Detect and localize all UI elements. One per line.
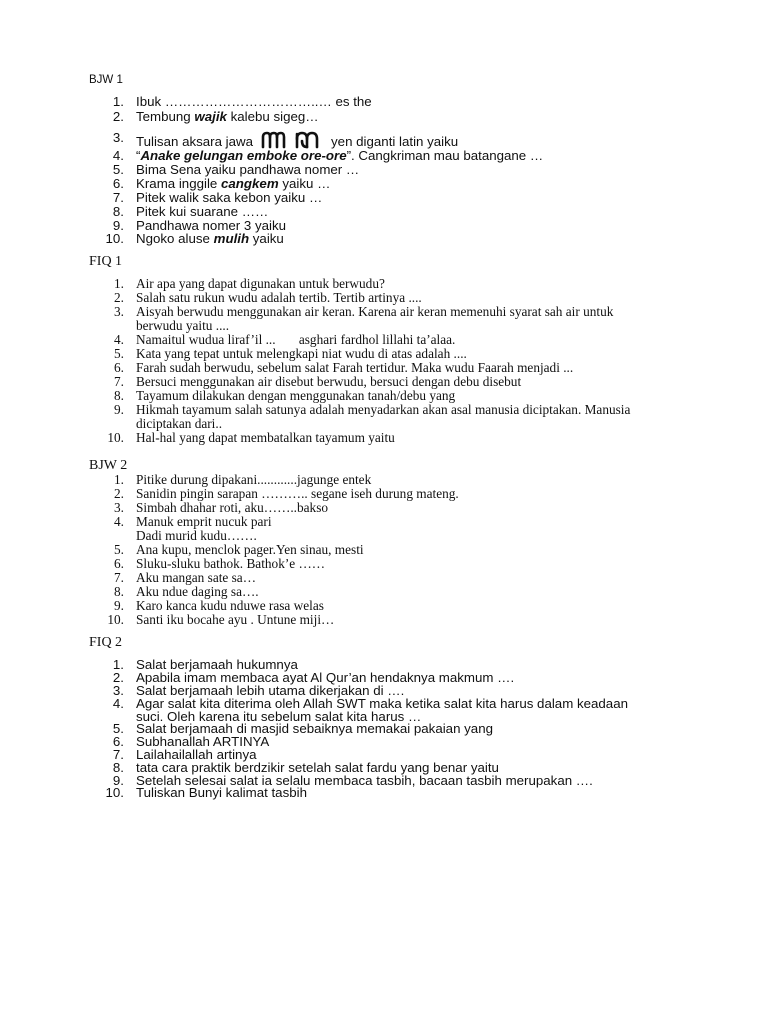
question-text: Ibuk ……………………………..… es the: [136, 94, 372, 109]
section-heading-fiq1: FIQ 1: [89, 254, 123, 269]
question-text: Krama inggile cangkem yaiku …: [136, 176, 331, 191]
question-number: 9.: [112, 773, 124, 788]
question-text-continued: suci. Oleh karena itu sebelum salat kita harus …: [136, 709, 422, 724]
question-number: 7.: [114, 570, 124, 585]
question-text: Pitike durung dipakani............jagunge entek: [136, 472, 372, 487]
question-text: Air apa yang dapat digunakan untuk berwudu?: [136, 276, 385, 291]
question-text: Namaitul wudua liraf’il ... asghari fardhol lillahi ta’alaa.: [136, 332, 456, 347]
question-number: 1.: [114, 472, 124, 487]
question-number: 5.: [114, 346, 124, 361]
question-text: Ngoko aluse mulih yaiku: [136, 231, 284, 246]
emphasis-word: wajik: [194, 109, 227, 124]
question-text: Simbah dhahar roti, aku……..bakso: [136, 500, 329, 515]
question-number: 10.: [105, 231, 124, 246]
question-text: Pitek kui suarane ……: [136, 204, 269, 219]
question-text: Hikmah tayamum salah satunya adalah menyadarkan akan asal manusia diciptakan. Manusia diciptakan dari..: [136, 402, 631, 431]
section-heading-bjw2: BJW 2: [89, 458, 128, 473]
question-text: Aku mangan sate sa…: [136, 570, 257, 585]
section-heading-bjw1: BJW 1: [89, 74, 123, 86]
question-text: Salat berjamaah lebih utama dikerjakan di ….: [136, 683, 405, 698]
question-text: Apabila imam membaca ayat Al Qur’an hendaknya makmum ….: [136, 670, 515, 685]
question-text: Bima Sena yaiku pandhawa nomer …: [136, 162, 360, 177]
question-number: 3.: [114, 500, 124, 515]
question-number: 10.: [107, 430, 124, 445]
question-number: 5.: [112, 162, 124, 177]
emphasis-phrase: Anake gelungan emboke ore-ore: [140, 148, 347, 163]
question-text: Setelah selesai salat ia selalu membaca tasbih, bacaan tasbih merupakan ….: [136, 773, 593, 788]
question-number: 10.: [105, 785, 124, 800]
question-text: Salah satu rukun wudu adalah tertib. Tertib artinya ....: [136, 290, 422, 305]
question-number: 8.: [112, 204, 124, 219]
question-text: Sanidin pingin sarapan ……….. segane iseh durung mateng.: [136, 486, 459, 501]
question-text: Salat berjamaah di masjid sebaiknya memakai pakaian yang: [136, 721, 493, 736]
question-text: Pandhawa nomer 3 yaiku: [136, 218, 287, 233]
question-number: 8.: [114, 388, 124, 403]
question-number: 6.: [112, 176, 124, 191]
question-number: 1.: [112, 94, 124, 109]
question-number: 5.: [112, 721, 124, 736]
question-text: Karo kanca kudu nduwe rasa welas: [136, 598, 324, 613]
question-number: 7.: [114, 374, 124, 389]
question-text: Pitek walik saka kebon yaiku …: [136, 190, 323, 205]
question-number: 4.: [112, 696, 124, 711]
question-text: Salat berjamaah hukumnya: [136, 657, 298, 672]
question-text-continued: Dadi murid kudu…….: [136, 528, 257, 543]
question-text: Bersuci menggunakan air disebut berwudu, bersuci dengan debu disebut: [136, 374, 522, 389]
question-number: 3.: [114, 304, 124, 319]
question-number: 8.: [112, 760, 124, 775]
question-text: Farah sudah berwudu, sebelum salat Farah tertidur. Maka wudu Faarah menjadi ...: [136, 360, 574, 375]
question-number: 2.: [112, 109, 124, 124]
question-text: Manuk emprit nucuk pari: [136, 514, 272, 529]
question-text: Tayamum dilakukan dengan menggunakan tanah/debu yang: [136, 388, 456, 403]
question-number: 2.: [114, 486, 124, 501]
question-number: 9.: [114, 402, 124, 417]
question-number: 9.: [114, 598, 124, 613]
question-text: Ana kupu, menclok pager.Yen sinau, mesti: [136, 542, 364, 557]
question-number: 1.: [114, 276, 124, 291]
question-number: 9.: [112, 218, 124, 233]
emphasis-word: cangkem: [221, 176, 279, 191]
question-text: Lailahailallah artinya: [136, 747, 257, 762]
question-text: Kata yang tepat untuk melengkapi niat wudu di atas adalah ....: [136, 346, 467, 361]
question-text: Agar salat kita diterima oleh Allah SWT maka ketika salat kita harus dalam keadaan: [136, 696, 628, 711]
question-number: 4.: [114, 514, 124, 529]
question-number: 10.: [107, 612, 124, 627]
emphasis-word: mulih: [213, 231, 250, 246]
question-number: 3.: [112, 130, 124, 145]
question-text: Tembung wajik kalebu sigeg…: [136, 109, 319, 124]
question-number: 4.: [114, 332, 124, 347]
question-text: Santi iku bocahe ayu . Untune miji…: [136, 612, 335, 627]
section-heading-fiq2: FIQ 2: [89, 635, 123, 650]
question-text: Hal-hal yang dapat membatalkan tayamum yaitu: [136, 430, 395, 445]
question-number: 8.: [114, 584, 124, 599]
question-text: Tuliskan Bunyi kalimat tasbih: [136, 785, 307, 800]
question-number: 6.: [114, 556, 124, 571]
question-number: 6.: [112, 734, 124, 749]
question-text: tata cara praktik berdzikir setelah salat fardu yang benar yaitu: [136, 760, 499, 775]
question-number: 7.: [112, 190, 124, 205]
question-number: 2.: [112, 670, 124, 685]
question-number: 4.: [112, 148, 124, 163]
question-number: 7.: [112, 747, 124, 762]
question-number: 3.: [112, 683, 124, 698]
question-number: 1.: [112, 657, 124, 672]
question-text: Sluku-sluku bathok. Bathok’e ……: [136, 556, 326, 571]
question-text: Tulisan aksara jawa yen diganti latin yaiku: [136, 131, 458, 151]
question-text: Aku ndue daging sa….: [136, 584, 259, 599]
question-number: 5.: [114, 542, 124, 557]
question-text: “Anake gelungan emboke ore-ore”. Cangkriman mau batangane …: [136, 148, 544, 163]
question-number: 6.: [114, 360, 124, 375]
question-number: 2.: [114, 290, 124, 305]
question-text: Subhanallah ARTINYA: [136, 734, 270, 749]
question-text: Aisyah berwudu menggunakan air keran. Karena air keran memenuhi syarat sah air untuk berwudu yaitu ....: [136, 304, 614, 333]
